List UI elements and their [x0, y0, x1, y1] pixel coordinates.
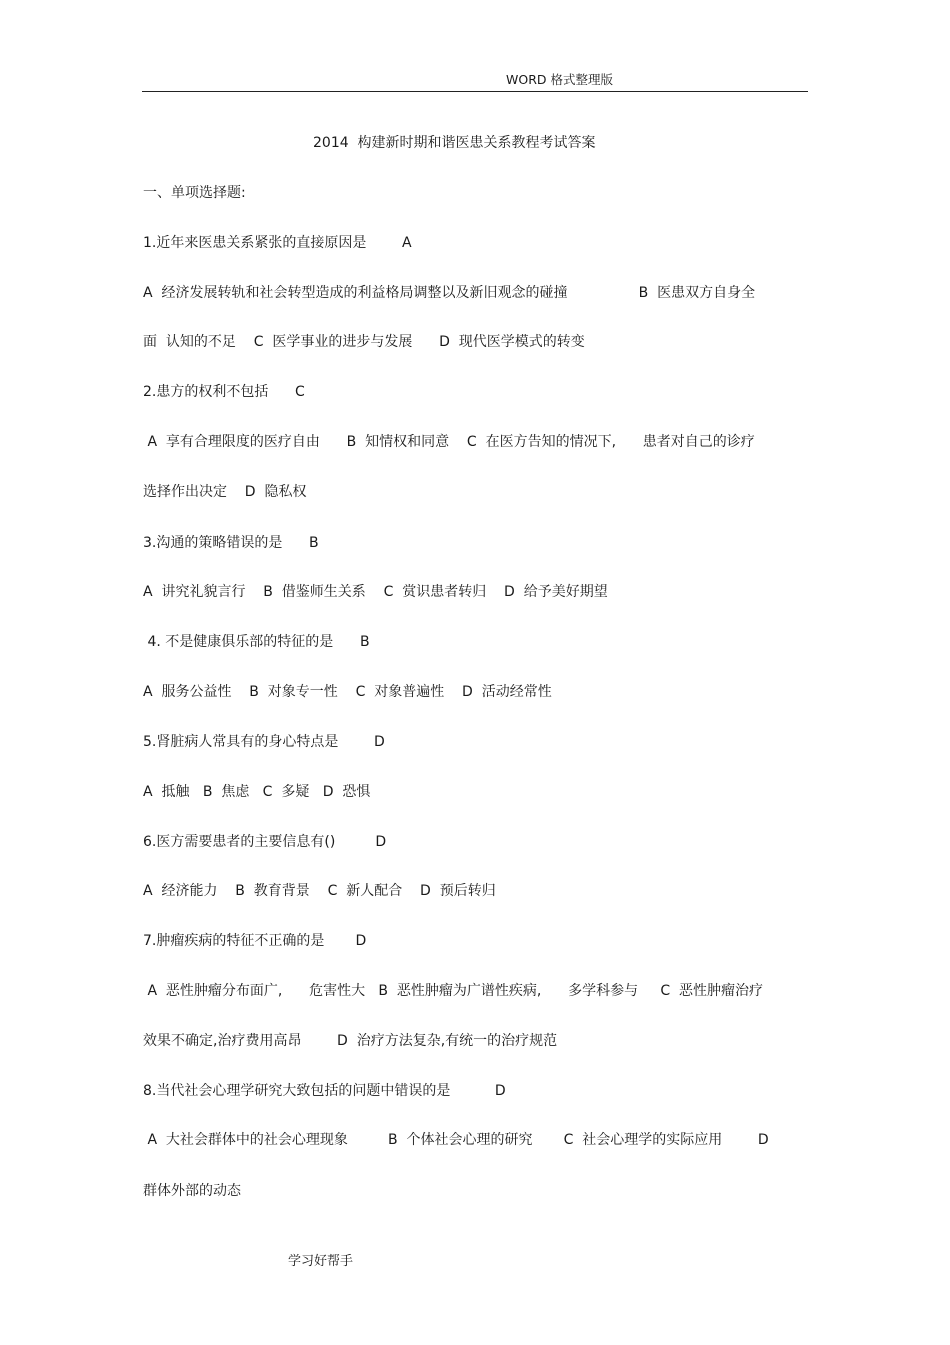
question-8-options-line-1: A 大社会群体中的社会心理现象 B 个体社会心理的研究 C 社会心理学的实际应用 D — [143, 1132, 769, 1148]
question-2-options-line-2: 选择作出决定 D 隐私权 — [143, 484, 307, 500]
question-7-options-line-1: A 恶性肿瘤分布面广, 危害性大 B 恶性肿瘤为广谱性疾病, 多学科参与 C 恶性肿瘤治疗 — [143, 983, 764, 999]
question-6: 6.医方需要患者的主要信息有() D — [143, 834, 387, 850]
question-6-options: A 经济能力 B 教育背景 C 新人配合 D 预后转归 — [143, 883, 496, 899]
question-1-options-line-2: 面 认知的不足 C 医学事业的进步与发展 D 现代医学模式的转变 — [143, 334, 585, 350]
question-8: 8.当代社会心理学研究大致包括的问题中错误的是 D — [143, 1083, 506, 1099]
question-2-options-line-1: A 享有合理限度的医疗自由 B 知情权和同意 C 在医方告知的情况下, 患者对自己的诊疗 — [143, 434, 755, 450]
question-1-options-line-1: A 经济发展转轨和社会转型造成的利益格局调整以及新旧观念的碰撞 B 医患双方自身全 — [143, 285, 756, 301]
question-7-options-line-2: 效果不确定,治疗费用高昂 D 治疗方法复杂,有统一的治疗规范 — [143, 1033, 558, 1049]
question-3-options: A 讲究礼貌言行 B 借鉴师生关系 C 赏识患者转归 D 给予美好期望 — [143, 584, 608, 600]
question-2: 2.患方的权利不包括 C — [143, 384, 305, 400]
question-5-options: A 抵触 B 焦虑 C 多疑 D 恐惧 — [143, 784, 371, 800]
document-title: 2014 构建新时期和谐医患关系教程考试答案 — [313, 135, 596, 151]
question-3: 3.沟通的策略错误的是 B — [143, 535, 319, 551]
page-footer-label: 学习好帮手 — [288, 1254, 354, 1269]
header-divider — [142, 91, 808, 92]
question-7: 7.肿瘤疾病的特征不正确的是 D — [143, 933, 367, 949]
question-8-options-line-2: 群体外部的动态 — [143, 1183, 241, 1199]
question-1: 1.近年来医患关系紧张的直接原因是 A — [143, 235, 412, 251]
page-header-label: WORD 格式整理版 — [506, 72, 613, 87]
section-heading: 一、单项选择题: — [143, 185, 246, 201]
question-4: 4. 不是健康俱乐部的特征的是 B — [143, 634, 370, 650]
question-5: 5.肾脏病人常具有的身心特点是 D — [143, 734, 385, 750]
question-4-options: A 服务公益性 B 对象专一性 C 对象普遍性 D 活动经常性 — [143, 684, 552, 700]
